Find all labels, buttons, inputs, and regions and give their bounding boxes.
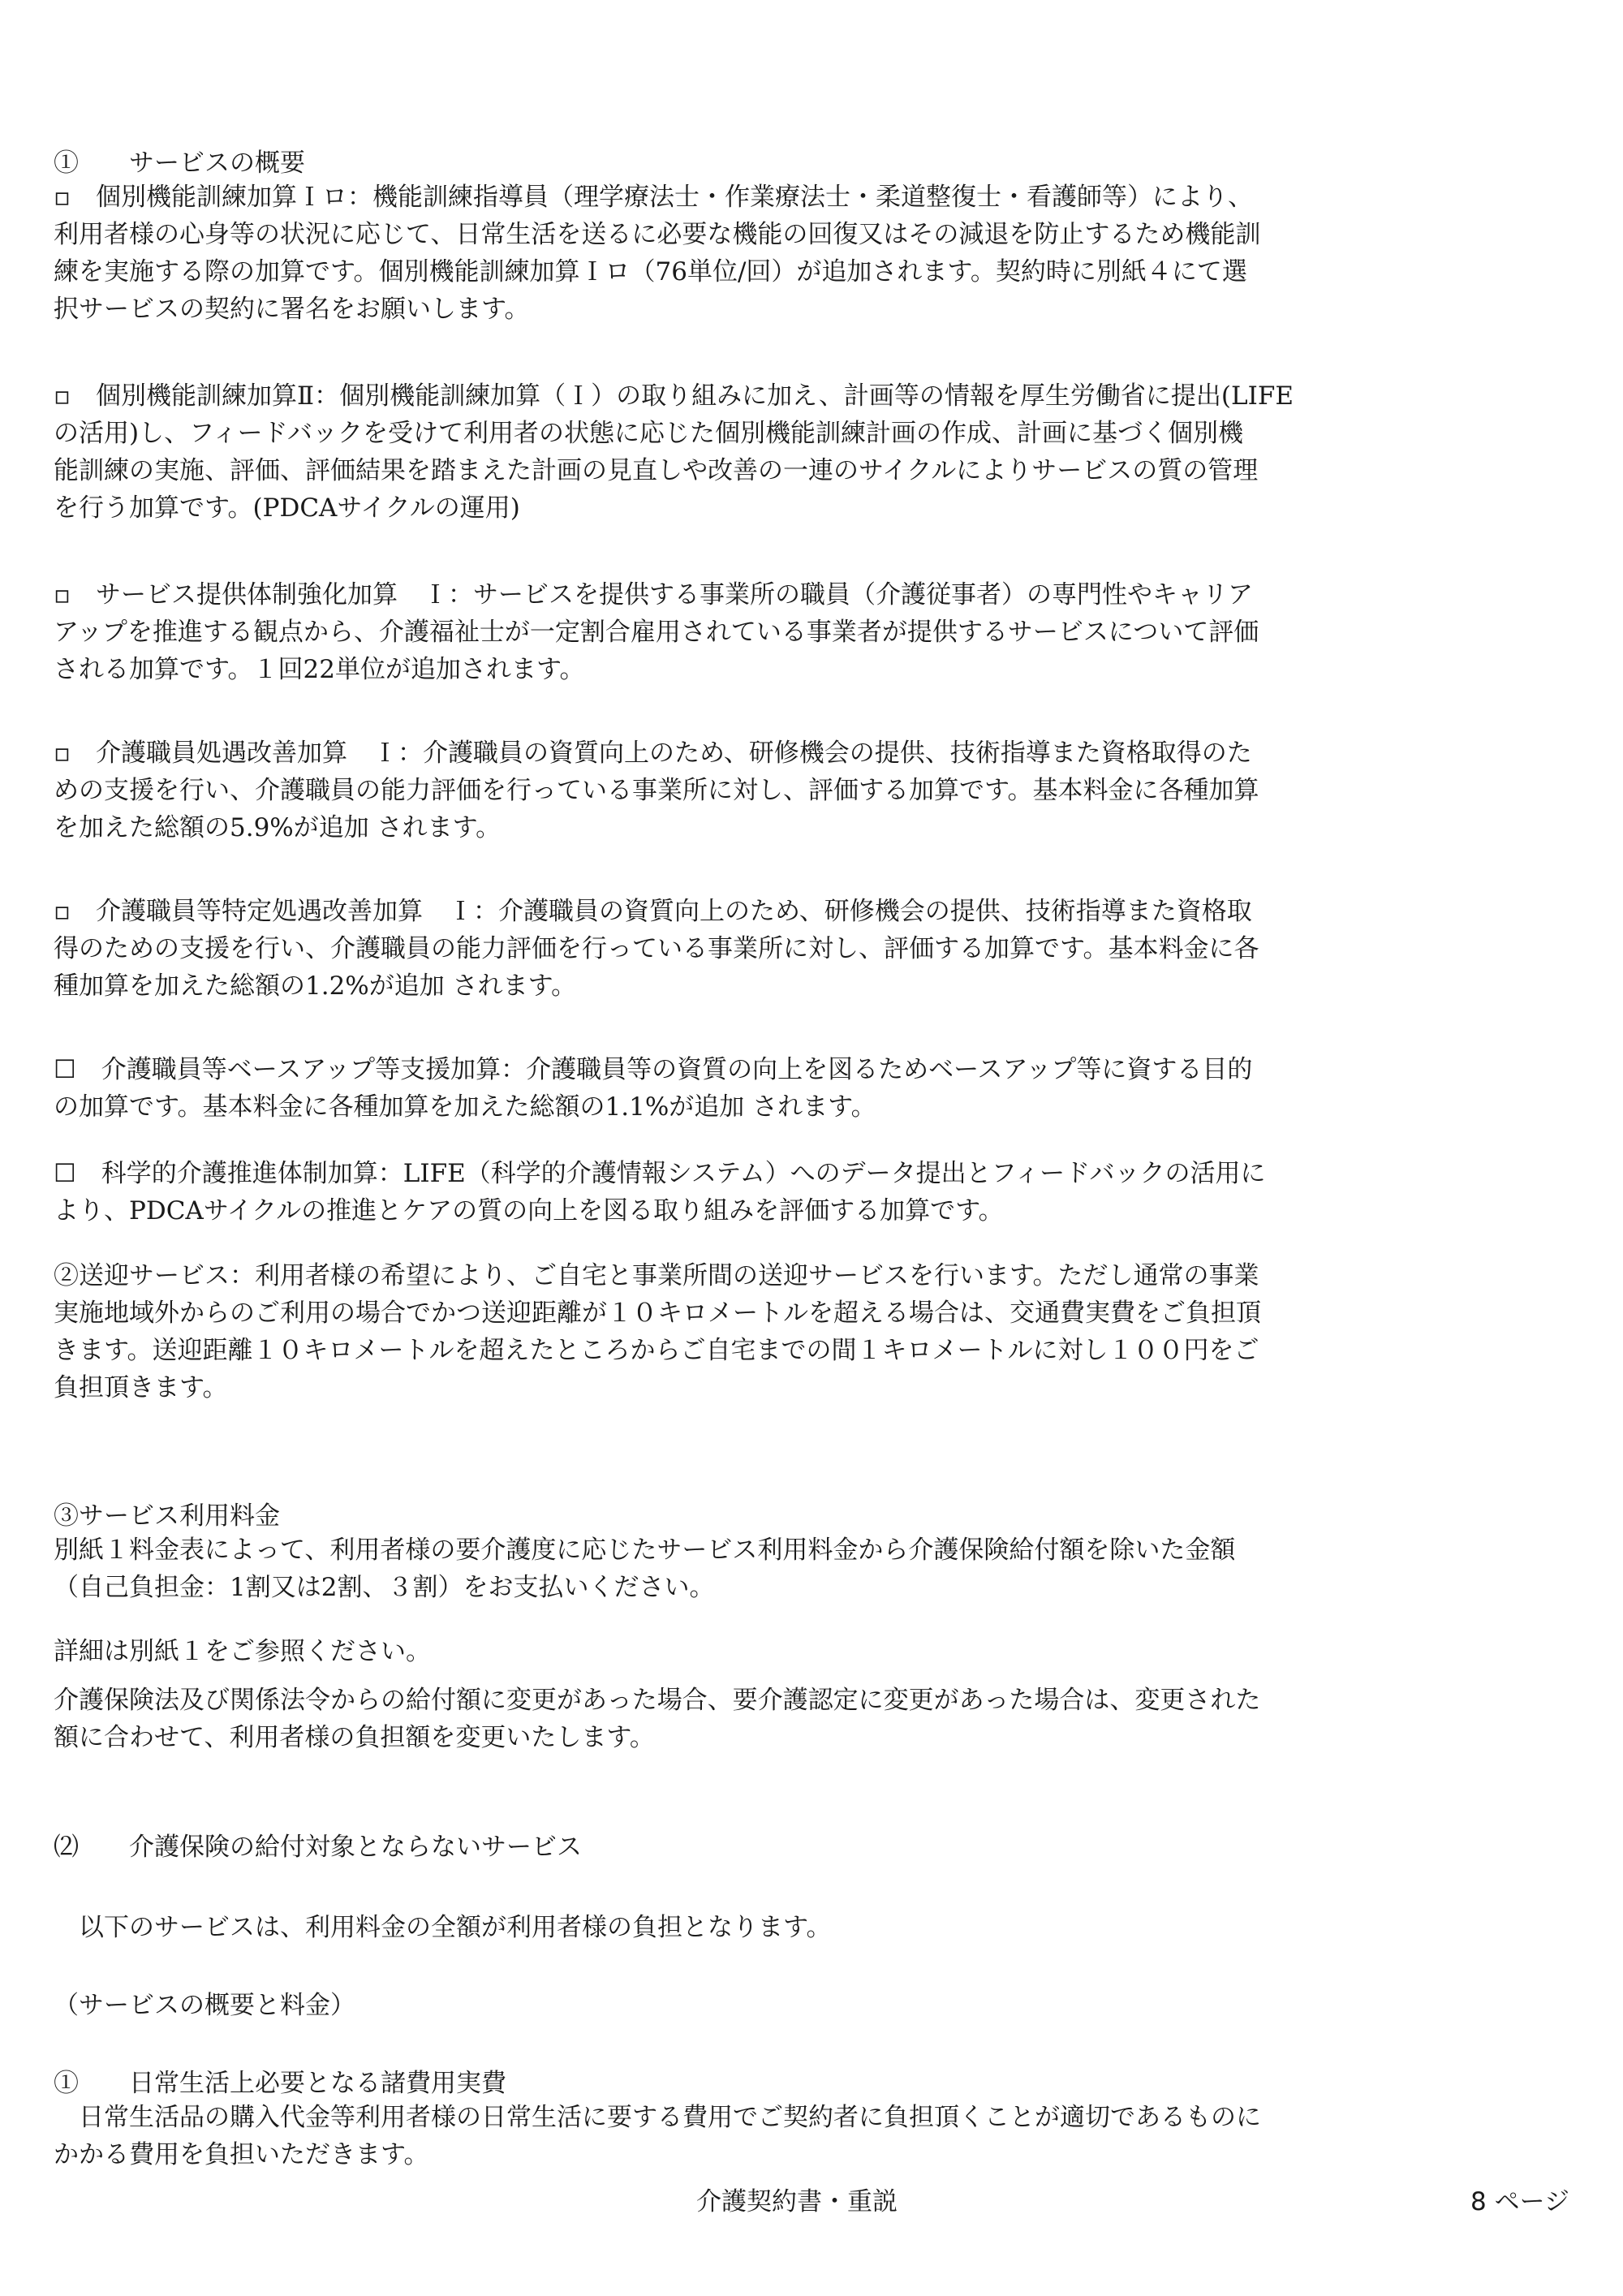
kobetsu-2-line-1: ▫ 個別機能訓練加算Ⅱ：個別機能訓練加算（Ｉ）の取り組みに加え、計画等の情報を厚生労働省に提出(LIFE (54, 381, 1294, 411)
riyo-ryokin-body-line-2: （自己負担金：1割又は2割、３割）をお支払いください。 (54, 1573, 715, 1602)
non-covered-intro: 以下のサービスは、利用料金の全額が利用者様の負担となります。 (54, 1913, 832, 1942)
sogei-line-2: 実施地域外からのご利用の場合でかつ送迎距離が１０キロメートルを超える場合は、交通費実費をご負担頂 (54, 1299, 1261, 1328)
item1-body-line-2: かかる費用を負担いただきます。 (54, 2140, 429, 2169)
kobetsu-2-line-2: の活用)し、フィードバックを受けて利用者の状態に応じた個別機能訓練計画の作成、計画に基づく個別機 (54, 419, 1243, 448)
service-teikyo-line-2: アップを推進する観点から、介護福祉士が一定割合雇用されている事業者が提供するサービスについて評価 (54, 618, 1259, 647)
kobetsu-1ro-line-2: 利用者様の心身等の状況に応じて、日常生活を送るに必要な機能の回復又はその減退を防止するため機能訓 (54, 220, 1261, 249)
kagakuteki-line-1: ☐ 科学的介護推進体制加算：LIFE（科学的介護情報システム）へのデータ提出とフィードバックの活用に (54, 1159, 1266, 1188)
kobetsu-1ro-line-3: 練を実施する際の加算です。個別機能訓練加算Ｉロ（76単位/回）が追加されます。契約時に別紙４にて選 (54, 257, 1247, 286)
riyo-ryokin-change-line-1: 介護保険法及び関係法令からの給付額に変更があった場合、要介護認定に変更があった場合は、変更された (54, 1686, 1261, 1715)
sogei-line-4: 負担頂きます。 (54, 1373, 228, 1402)
non-covered-heading: ⑵ 介護保険の給付対象とならないサービス (54, 1833, 582, 1862)
item1-heading: ① 日常生活上必要となる諸費用実費 (54, 2069, 506, 2098)
tokutei-shogu-line-1: ▫ 介護職員等特定処遇改善加算 Ｉ：介護職員の資質向上のため、研修機会の提供、技術指導また資格取 (54, 897, 1252, 926)
base-up-line-2: の加算です。基本料金に各種加算を加えた総額の1.1%が追加 されます。 (54, 1092, 876, 1122)
tokutei-shogu-line-3: 種加算を加えた総額の1.2%が追加 されます。 (54, 971, 577, 1001)
tokutei-shogu-line-2: 得のための支援を行い、介護職員の能力評価を行っている事業所に対し、評価する加算です。基本料金に各 (54, 934, 1259, 963)
service-teikyo-line-1: ▫ サービス提供体制強化加算 Ｉ：サービスを提供する事業所の職員（介護従事者）の専門性やキャリア (54, 580, 1254, 610)
footer-document-title: 介護契約書・重説 (696, 2187, 898, 2216)
riyo-ryokin-heading: ③サービス利用料金 (54, 1501, 280, 1531)
service-teikyo-line-3: される加算です。１回22単位が追加されます。 (54, 655, 585, 684)
kobetsu-2-line-4: を行う加算です。(PDCAサイクルの運用) (54, 493, 520, 523)
kobetsu-2-line-3: 能訓練の実施、評価、評価結果を踏まえた計画の見直しや改善の一連のサイクルによりサービスの質の管理 (54, 456, 1259, 485)
non-covered-subheading: （サービスの概要と料金） (54, 1991, 355, 2020)
kagakuteki-line-2: より、PDCAサイクルの推進とケアの質の向上を図る取り組みを評価する加算です。 (54, 1196, 1004, 1226)
item1-body-line-1: 日常生活品の購入代金等利用者様の日常生活に要する費用でご契約者に負担頂くことが適切であるものに (54, 2103, 1261, 2132)
kobetsu-1ro-line-4: 択サービスの契約に署名をお願いします。 (54, 295, 530, 324)
shogu-kaizen-line-3: を加えた総額の5.9%が追加 されます。 (54, 813, 502, 842)
shogu-kaizen-line-2: めの支援を行い、介護職員の能力評価を行っている事業所に対し、評価する加算です。基本料金に各種加算 (54, 776, 1259, 805)
riyo-ryokin-body-line-1: 別紙１料金表によって、利用者様の要介護度に応じたサービス利用料金から介護保険給付額を除いた金額 (54, 1536, 1236, 1565)
sogei-line-1: ②送迎サービス：利用者様の希望により、ご自宅と事業所間の送迎サービスを行います。ただし通常の事業 (54, 1261, 1259, 1290)
shogu-kaizen-line-1: ▫ 介護職員処遇改善加算 Ｉ：介護職員の資質向上のため、研修機会の提供、技術指導また資格取得のた (54, 739, 1252, 768)
kobetsu-1ro-line-1: ▫ 個別機能訓練加算Ｉロ：機能訓練指導員（理学療法士・作業療法士・柔道整復士・看護師等）により、 (54, 183, 1254, 212)
sogei-line-3: きます。送迎距離１０キロメートルを超えたところからご自宅までの間１キロメートルに対し１００円をご (54, 1336, 1259, 1365)
footer-page-number: 8 ページ (1470, 2187, 1569, 2216)
base-up-line-1: ☐ 介護職員等ベースアップ等支援加算：介護職員等の資質の向上を図るためベースアップ等に資する目的 (54, 1055, 1253, 1084)
riyo-ryokin-change-line-2: 額に合わせて、利用者様の負担額を変更いたします。 (54, 1723, 655, 1752)
riyo-ryokin-detail: 詳細は別紙１をご参照ください。 (54, 1637, 431, 1666)
service-overview-heading: ① サービスの概要 (54, 149, 305, 178)
